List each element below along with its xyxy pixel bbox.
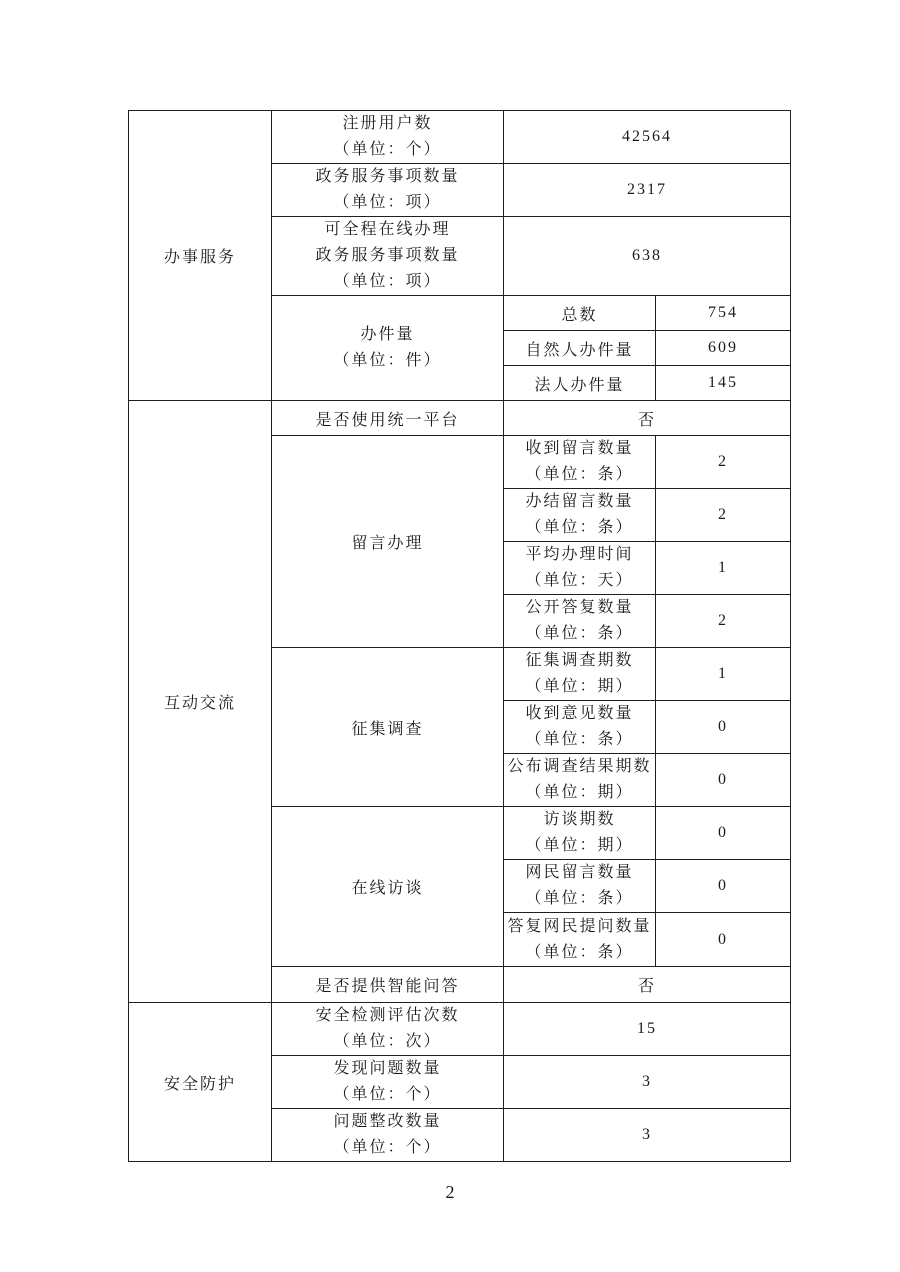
metric-name: 征集调查期数	[525, 652, 634, 669]
cell-smart-qa-value: 否	[504, 967, 791, 1003]
group-name: 办件量	[360, 326, 415, 343]
cell-interview-periods-value: 0	[656, 807, 791, 860]
cell-question-replies-value: 0	[656, 913, 791, 967]
group-unit: （单位：件）	[333, 352, 442, 369]
cell-security-checks-label	[272, 1003, 504, 1056]
metric-unit: （单位：期）	[525, 837, 634, 854]
cell-messages-received-value: 2	[656, 436, 791, 489]
cell-messages-completed-label	[504, 489, 656, 542]
cell-unified-platform-label: 是否使用统一平台	[272, 401, 504, 436]
metric-unit: （单位：期）	[525, 678, 634, 695]
metric-name: 发现问题数量	[333, 1060, 442, 1077]
metric-unit: （单位：项）	[333, 194, 442, 211]
cell-problems-found-label	[272, 1056, 504, 1109]
table-row	[129, 111, 791, 164]
cell-problems-rectified-value: 3	[504, 1109, 791, 1162]
metric-name: 收到留言数量	[525, 440, 634, 457]
metric-unit: （单位：条）	[525, 943, 634, 961]
table-row	[129, 1003, 791, 1056]
metric-unit: （单位：期）	[525, 784, 634, 801]
page-number: 2	[445, 1182, 455, 1202]
cell-problems-rectified-label	[272, 1109, 504, 1162]
metric-unit: （单位：天）	[525, 572, 634, 589]
metric-name: 公开答复数量	[525, 599, 634, 616]
cell-opinions-received-label	[504, 701, 656, 754]
metric-name: 办结留言数量	[525, 493, 634, 510]
metric-name: 注册用户数	[342, 115, 433, 132]
cell-service-items-value: 2317	[504, 164, 791, 217]
metric-name: 问题整改数量	[333, 1113, 442, 1130]
metric-name: 访谈期数	[543, 811, 616, 828]
table-row	[129, 401, 791, 436]
cell-unified-platform-value: 否	[504, 401, 791, 436]
metric-unit: （单位：项）	[333, 273, 442, 290]
cell-netizen-messages-label	[504, 860, 656, 913]
cell-public-replies-label	[504, 595, 656, 648]
metric-name: 政务服务事项数量	[315, 168, 460, 185]
group-survey: 征集调查	[272, 648, 504, 807]
metric-name-line1: 可全程在线办理	[324, 221, 451, 238]
metric-name: 安全检测评估次数	[315, 1007, 460, 1024]
cell-online-items-label	[272, 217, 504, 296]
metric-unit: （单位：次）	[333, 1033, 442, 1050]
cell-security-checks-value: 15	[504, 1003, 791, 1056]
metric-unit: （单位：个）	[333, 1139, 442, 1156]
group-handling-volume	[272, 296, 504, 401]
cell-survey-periods-value: 1	[656, 648, 791, 701]
metric-unit: （单位：个）	[333, 1086, 442, 1103]
cell-registered-users-label	[272, 111, 504, 164]
cell-messages-received-label	[504, 436, 656, 489]
cell-volume-total-value: 754	[656, 296, 791, 331]
category-security: 安全防护	[129, 1003, 272, 1162]
metric-unit: （单位：条）	[525, 731, 634, 748]
cell-question-replies-label	[504, 913, 656, 967]
metric-name: 网民留言数量	[525, 864, 634, 881]
metric-unit: （单位：条）	[525, 519, 634, 536]
cell-registered-users-value: 42564	[504, 111, 791, 164]
metric-unit: （单位：条）	[525, 625, 634, 642]
cell-results-published-label	[504, 754, 656, 807]
cell-survey-periods-label	[504, 648, 656, 701]
cell-opinions-received-value: 0	[656, 701, 791, 754]
cell-public-replies-value: 2	[656, 595, 791, 648]
category-service: 办事服务	[129, 111, 272, 401]
cell-service-items-label	[272, 164, 504, 217]
cell-volume-natural-value: 609	[656, 331, 791, 366]
metric-unit: （单位：条）	[525, 466, 634, 483]
cell-interview-periods-label	[504, 807, 656, 860]
report-table	[128, 110, 791, 1162]
cell-volume-total-label: 总数	[504, 296, 656, 331]
metric-name: 收到意见数量	[525, 705, 634, 722]
metric-unit: （单位：条）	[525, 890, 634, 907]
metric-unit: （单位：个）	[333, 141, 442, 158]
cell-messages-completed-value: 2	[656, 489, 791, 542]
cell-avg-handling-time-value: 1	[656, 542, 791, 595]
metric-name: 平均办理时间	[525, 546, 634, 563]
metric-name: 公布调查结果期数	[507, 758, 652, 775]
cell-avg-handling-time-label	[504, 542, 656, 595]
cell-volume-legal-value: 145	[656, 366, 791, 401]
group-interview: 在线访谈	[272, 807, 504, 967]
metric-name-line2: 政务服务事项数量	[315, 247, 460, 264]
metric-name: 答复网民提问数量	[507, 917, 652, 935]
group-message-handling: 留言办理	[272, 436, 504, 648]
cell-online-items-value: 638	[504, 217, 791, 296]
cell-netizen-messages-value: 0	[656, 860, 791, 913]
cell-volume-legal-label: 法人办件量	[504, 366, 656, 401]
category-interaction: 互动交流	[129, 401, 272, 1003]
cell-problems-found-value: 3	[504, 1056, 791, 1109]
cell-results-published-value: 0	[656, 754, 791, 807]
cell-smart-qa-label: 是否提供智能问答	[272, 967, 504, 1003]
cell-volume-natural-label: 自然人办件量	[504, 331, 656, 366]
